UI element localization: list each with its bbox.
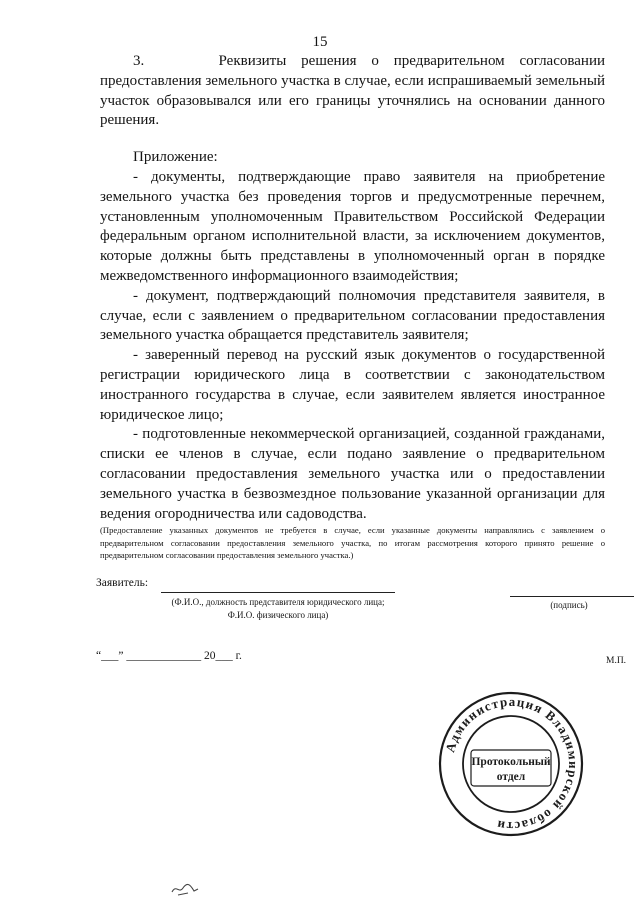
signature-line: [510, 578, 634, 597]
office-stamp: [437, 690, 585, 838]
appendix-item-1: - документы, подтверждающие право заявителя на приобретение земельного участка без проведения торгов и предусмотренные перечнем, установленным уполномоченным Правительством Российской Федерации федеральным органом исполнительной власти, за исключением документов, которые должны быть представлены в уполномоченный орган в порядке межведомственного информационного взаимодействия;: [100, 168, 605, 284]
section-3-paragraph: 3. Реквизиты решения о предварительном согласовании предоставления земельного участка в случае, если испрашиваемый земельный участок образовывался или его границы уточнялись на основании данного решения.: [100, 53, 605, 129]
stamp-center-line-1: Протокольный: [471, 756, 551, 768]
mp-label: М.П.: [606, 656, 627, 666]
name-caption-line-2: Ф.И.О. физического лица): [227, 610, 329, 620]
name-caption-line-1: (Ф.И.О., должность представителя юридического лица;: [171, 597, 385, 607]
document-body: [100, 52, 605, 562]
name-caption: [148, 596, 408, 622]
appendix-title: Приложение:: [133, 149, 218, 166]
signature-caption: (подпись): [550, 600, 588, 610]
appendix-item-4: - подготовленные некоммерческой организацией, созданной гражданами, списки ее членов в случае, если подано заявление о предварительном согласовании предоставления земельного участка или о предоставлении земельного участка в безвозмездное пользование указанной организации для ведения огородничества или садоводства.: [100, 426, 605, 522]
page-number: 15: [312, 34, 328, 50]
appendix-item-2: - документ, подтверждающий полномочия представителя заявителя, в случае, если с заявлением о предварительном согласовании предоставления земельного участка обращается представитель заявителя;: [100, 287, 605, 344]
footnote: (Предоставление указанных документов не требуется в случае, если указанные документы направлялись с заявлением о предварительном согласовании предоставления земельного участка, по итогам рассмотрения которого принято решение о предварительном согласовании предоставления земельного участка.): [100, 525, 605, 561]
stamp-ring-text: Администрация Владимирской области: [442, 693, 582, 835]
margin-scribble: [170, 880, 200, 898]
date-field: “___” _____________ 20___ г.: [96, 650, 242, 662]
stamp-center-line-2: отдел: [496, 771, 526, 783]
appendix-item-3: - заверенный перевод на русский язык документов о государственной регистрации юридического лица в соответствии с законодательством иностранного государства в случае, если заявителем является иностранное юридическое лицо;: [100, 347, 605, 423]
applicant-name-line: [161, 578, 395, 593]
applicant-label: Заявитель:: [96, 577, 149, 589]
